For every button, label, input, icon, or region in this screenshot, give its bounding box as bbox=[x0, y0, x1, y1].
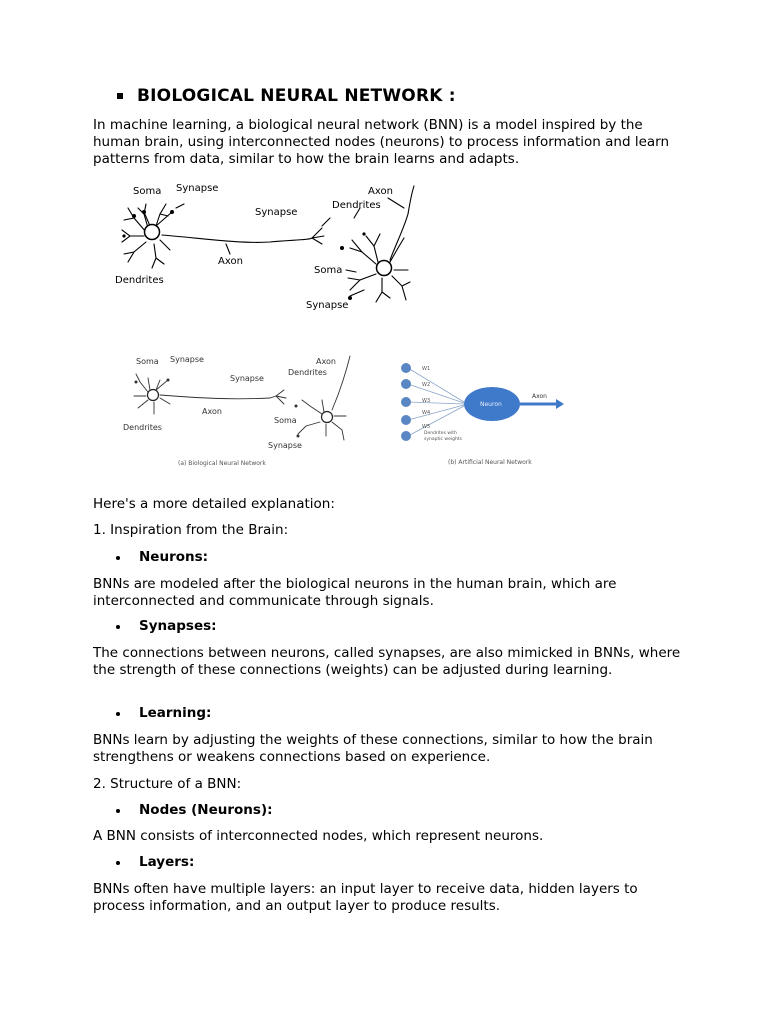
bullet-synapses bbox=[116, 618, 217, 635]
fig2-label-soma-right: Soma bbox=[274, 416, 297, 425]
left-soma-shape bbox=[145, 225, 160, 240]
fig2-label-dendrites: Dendrites bbox=[123, 423, 162, 432]
bullet-dot-icon bbox=[116, 556, 120, 560]
bullet-dot-icon bbox=[116, 861, 120, 865]
bullet-nodes bbox=[116, 802, 273, 819]
fig2-label-synapse: Synapse bbox=[170, 355, 204, 364]
section-1-title: 1. Inspiration from the Brain: bbox=[93, 522, 289, 538]
weight-label-1: W1 bbox=[422, 366, 431, 372]
heading-text: BIOLOGICAL NEURAL NETWORK : bbox=[137, 86, 456, 106]
fig2-label-axon: Axon bbox=[202, 407, 222, 416]
bullet-learning-label: Learning: bbox=[139, 705, 212, 721]
axon-label: Axon bbox=[532, 393, 547, 400]
right-soma-shape bbox=[377, 261, 392, 276]
bullet-learning bbox=[116, 705, 211, 722]
weight-label-2: W2 bbox=[422, 382, 431, 388]
input-node-3 bbox=[401, 397, 411, 407]
neuron-label: Neuron bbox=[480, 401, 502, 408]
fig2-label-axon-right: Axon bbox=[316, 357, 336, 366]
paragraph-learning: BNNs learn by adjusting the weights of these connections, similar to how the brain strengthens or weakens connections based on experience. bbox=[93, 732, 653, 765]
bullet-dot-icon bbox=[116, 625, 120, 629]
bullet-neurons bbox=[116, 549, 208, 566]
bullet-layers bbox=[116, 854, 194, 871]
input-node-1 bbox=[401, 363, 411, 373]
neuron-diagram bbox=[110, 178, 430, 313]
biological-network-figure bbox=[120, 352, 356, 472]
input-node-4 bbox=[401, 415, 411, 425]
fig2-caption: (a) Biological Neural Network bbox=[178, 460, 266, 467]
fig2-label-dendrites-right: Dendrites bbox=[288, 368, 327, 377]
label-dendrites-right: Dendrites bbox=[332, 200, 381, 211]
bullet-dot-icon bbox=[116, 809, 120, 813]
bullet-dot-icon bbox=[116, 712, 120, 716]
input-node-2 bbox=[401, 379, 411, 389]
fig2-label-synapse-bottom: Synapse bbox=[268, 441, 302, 450]
bullet-layers-label: Layers: bbox=[139, 854, 195, 870]
paragraph-nodes: A BNN consists of interconnected nodes, which represent neurons. bbox=[93, 828, 544, 844]
fig3-caption: (b) Artificial Neural Network bbox=[448, 459, 532, 466]
intro-paragraph: In machine learning, a biological neural network (BNN) is a model inspired by the human brain, using interconnected nodes (neurons) to process information and learn patterns from data, similar to how the brain learns and adapts. bbox=[93, 117, 670, 167]
label-axon-right: Axon bbox=[368, 186, 393, 197]
weight-label-4: W4 bbox=[422, 410, 431, 416]
output-arrow-icon bbox=[556, 399, 564, 409]
bullet-neurons-label: Neurons: bbox=[139, 549, 209, 565]
detailed-intro: Here's a more detailed explanation: bbox=[93, 496, 335, 512]
square-bullet-icon bbox=[117, 93, 123, 99]
fig2-label-soma: Soma bbox=[136, 357, 159, 366]
bullet-nodes-label: Nodes (Neurons): bbox=[139, 802, 273, 818]
paragraph-synapses: The connections between neurons, called synapses, are also mimicked in BNNs, where the strength of these connections (weights) can be adjusted during learning. bbox=[93, 645, 681, 678]
bullet-synapses-label: Synapses: bbox=[139, 618, 217, 634]
paragraph-layers: BNNs often have multiple layers: an input layer to receive data, hidden layers to process information, and an output layer to produce results. bbox=[93, 881, 638, 914]
weight-label-3: W3 bbox=[422, 398, 431, 404]
input-node-5 bbox=[401, 431, 411, 441]
label-soma-left: Soma bbox=[133, 186, 162, 197]
label-axon-mid: Axon bbox=[218, 256, 243, 267]
label-synapse-bottom: Synapse bbox=[306, 300, 349, 311]
weight-label-5: W5 bbox=[422, 424, 431, 430]
fig2-label-synapse-mid: Synapse bbox=[230, 374, 264, 383]
label-soma-right: Soma bbox=[314, 265, 343, 276]
artificial-network-figure bbox=[392, 352, 572, 472]
paragraph-neurons: BNNs are modeled after the biological neurons in the human brain, which are interconnected and communicate through signals. bbox=[93, 576, 617, 609]
dendrites-label-2: synaptic weights bbox=[424, 437, 462, 442]
label-synapse-left: Synapse bbox=[176, 183, 219, 194]
label-synapse-mid: Synapse bbox=[255, 207, 298, 218]
section-heading bbox=[117, 86, 456, 106]
section-2-title: 2. Structure of a BNN: bbox=[93, 776, 242, 792]
label-dendrites-left: Dendrites bbox=[115, 275, 164, 286]
dendrites-label-1: Dendrites with bbox=[424, 431, 457, 436]
